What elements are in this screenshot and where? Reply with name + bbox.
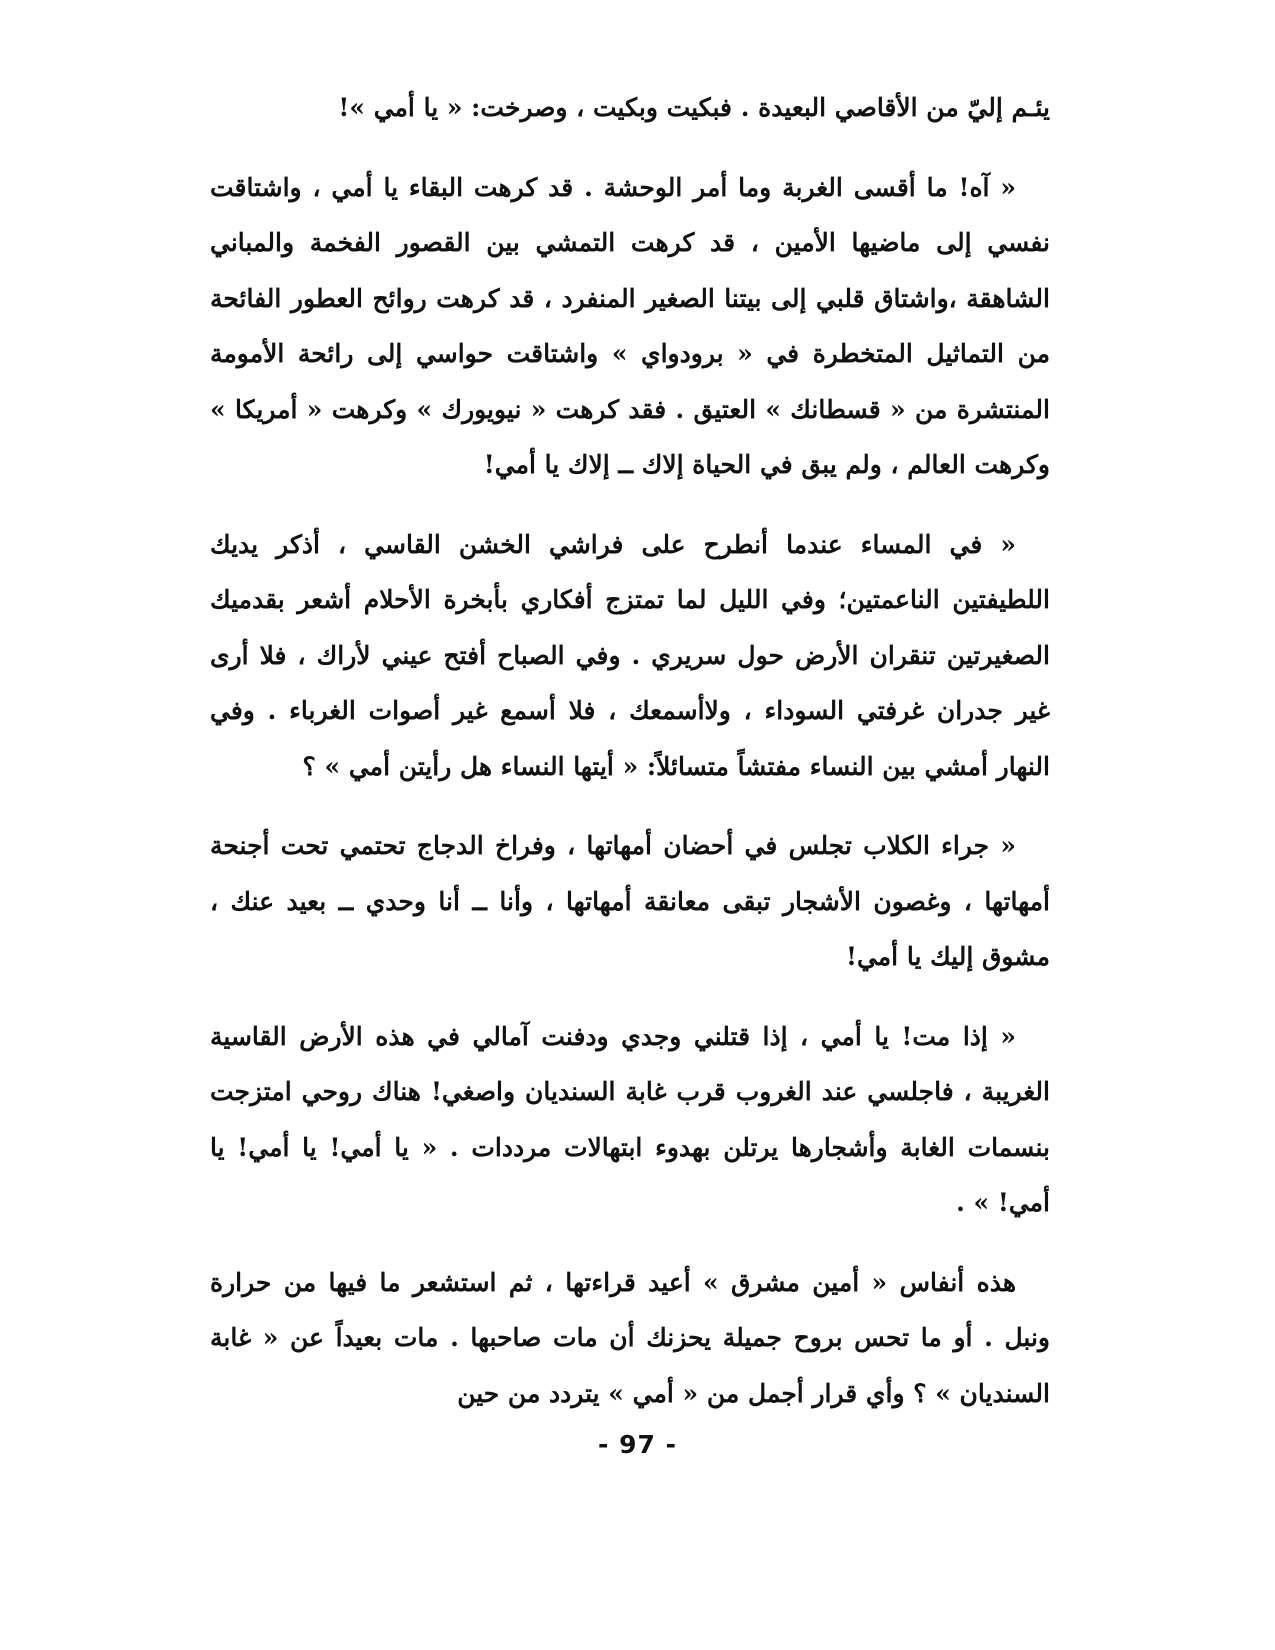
body-text (210, 80, 1050, 1421)
page-number: - 97 - (598, 1430, 677, 1459)
paragraph-6: هذه أنفاس « أمين مشرق » أعيد قراءتها ، ثم استشعر ما فيها من حرارة ونبل . أو ما تحس بروح جميلة يحزنك أن مات صاحبها . مات بعيداً عن « غابة السنديان » ؟ وأي قرار أجمل من « أمي » يتردد من حين (210, 1267, 1050, 1408)
paragraph-5: « إذا مت! يا أمي ، إذا قتلني وجدي ودفنت آمالي في هذه الأرض القاسية الغريبة ، فاجلسي عند الغروب قرب غابة السنديان واصغي! هناك روحي امتزجت بنسمات الغابة وأشجارها يرتلن بهدوء ابتهالات مرددات . « يا أمي! يا أمي! يا أمي! » . (210, 1021, 1050, 1217)
paragraph-2: « آه! ما أقسى الغربة وما أمر الوحشة . قد كرهت البقاء يا أمي ، واشتاقت نفسي إلى ماضيها الأمين ، قد كرهت التمشي بين القصور الفخمة والمباني الشاهقة ،واشتاق قلبي إلى بيتنا الصغير المنفرد ، قد كرهت روائح العطور الفائحة من التماثيل المتخطرة في « برودواي » واشتاقت حواسي إلى رائحة الأمومة المنتشرة من « قسطانك » العتيق . فقد كرهت « نيويورك » وكرهت « أمريكا » وكرهت العالم ، ولم يبق في الحياة إلاك ــ إلاك يا أمي! (210, 172, 1050, 479)
paragraph-4: « جراء الكلاب تجلس في أحضان أمهاتها ، وفراخ الدجاج تحتمي تحت أجنحة أمهاتها ، وغصون الأشجار تبقى معانقة أمهاتها ، وأنا ــ أنا وحدي ــ بعيد عنك ، مشوق إليك يا أمي! (210, 831, 1050, 971)
paragraph-3: « في المساء عندما أنطرح على فراشي الخشن القاسي ، أذكر يديك اللطيفتين الناعمتين؛ وفي الليل لما تمتزج أفكاري بأبخرة الأحلام أشعر بقدميك الصغيرتين تنقران الأرض حول سريري . وفي الصباح أفتح عيني لأراك ، فلا أرى غير جدران غرفتي السوداء ، ولاأسمعك ، فلا أسمع غير أصوات الغرباء . وفي النهار أمشي بين النساء مفتشاً متسائلاً: « أيتها النساء هل رأيتن أمي » ؟ (210, 529, 1050, 781)
paragraph-1: يئـم إليّ من الأقاصي البعيدة . فبكيت وبكيت ، وصرخت: « يا أمي »! (338, 93, 1050, 122)
